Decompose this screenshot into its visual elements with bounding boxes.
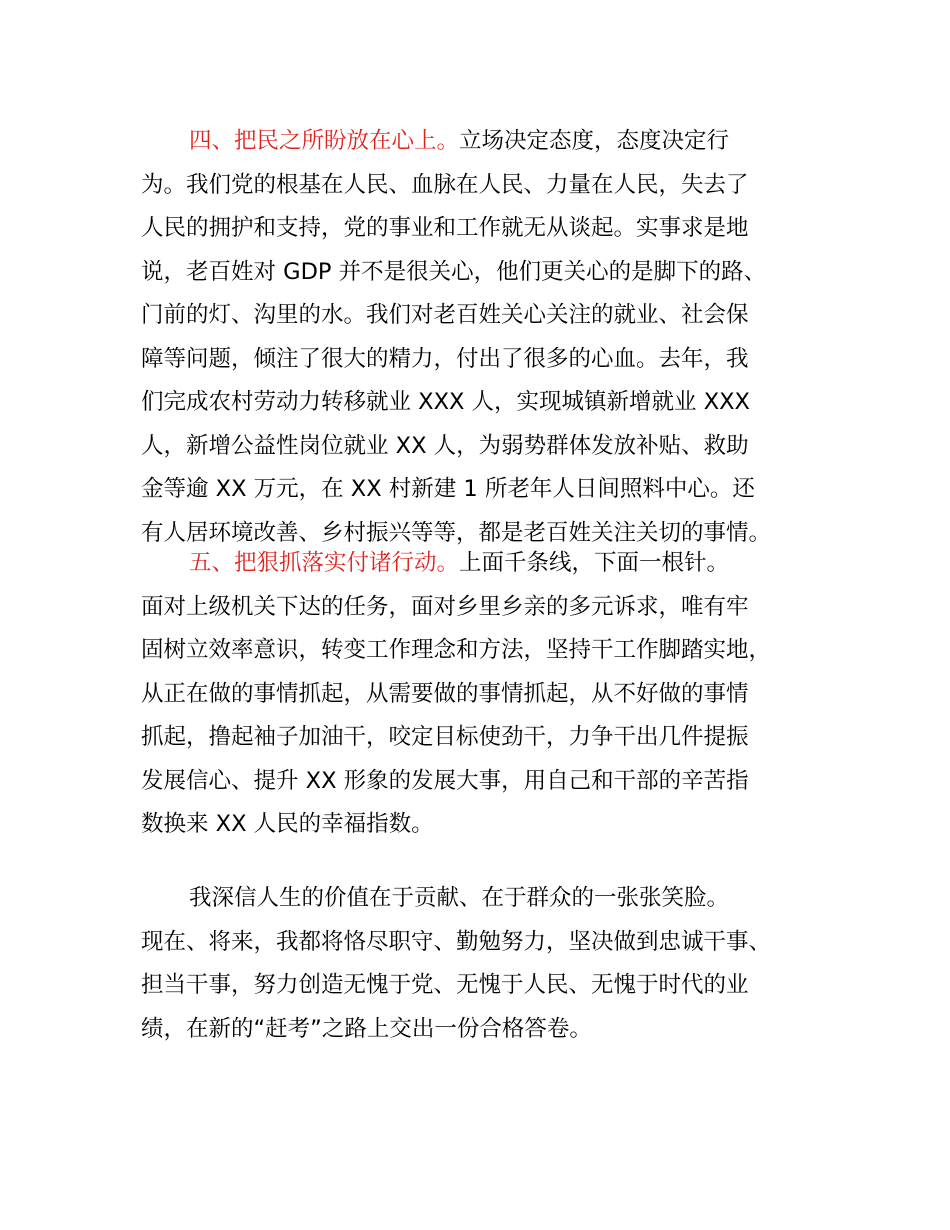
paragraph-line	[141, 542, 771, 586]
paragraph-line: 面对上级机关下达的任务，面对乡里乡亲的多元诉求，唯有牢	[141, 593, 749, 620]
paragraph-line	[141, 120, 771, 164]
paragraph-line: 人，新增公益性岗位就业 XX 人，为弱势群体发放补贴、救助	[141, 432, 749, 459]
paragraph-line: 我深信人生的价值在于贡献、在于群众的一张张笑脸。	[189, 885, 730, 911]
paragraph-line: 们完成农村劳动力转移就业 XXX 人，实现城镇新增就业 XXX	[141, 389, 750, 415]
paragraph-text: 上面千条线，下面一根针。	[459, 550, 730, 576]
paragraph-line: 门前的灯、沟里的水。我们对老百姓关心关注的就业、社会保	[141, 302, 749, 328]
paragraph-line: 金等逾 XX 万元，在 XX 村新建 1 所老年人日间照料中心。还	[141, 476, 755, 502]
paragraph-line: 从正在做的事情抓起，从需要做的事情抓起，从不好做的事情	[141, 680, 749, 707]
paragraph-take-action	[141, 542, 771, 847]
paragraph-line: 担当干事，努力创造无愧于党、无愧于人民、无愧于时代的业	[141, 972, 749, 998]
paragraph-line: 绩，在新的“赶考”之路上交出一份合格答卷。	[141, 1015, 592, 1042]
paragraph-conclusion	[141, 877, 771, 1051]
paragraph-line: 固树立效率意识，转变工作理念和方法，坚持干工作脚踏实地，	[141, 637, 772, 663]
paragraph-serve-the-people	[141, 120, 771, 555]
paragraph-text: 立场决定态度，态度决定行	[459, 128, 730, 154]
paragraph-line: 说，老百姓对 GDP 并不是很关心，他们更关心的是脚下的路、	[141, 258, 767, 285]
section-heading: 五、把狠抓落实付诸行动。	[189, 550, 460, 576]
paragraph-line: 为。我们党的根基在人民、血脉在人民、力量在人民，失去了	[141, 171, 749, 198]
paragraph-line: 有人居环境改善、乡村振兴等等，都是老百姓关注关切的事情。	[141, 519, 772, 546]
paragraph-line: 障等问题，倾注了很大的精力，付出了很多的心血。去年，我	[141, 345, 749, 372]
paragraph-line: 发展信心、提升 XX 形象的发展大事，用自己和干部的辛苦指	[141, 767, 749, 794]
paragraph-line: 抓起，撸起袖子加油干，咬定目标使劲干，力争干出几件提振	[141, 724, 749, 750]
section-heading: 四、把民之所盼放在心上。	[189, 128, 460, 154]
paragraph-line: 现在、将来，我都将恪尽职守、勤勉努力，坚决做到忠诚干事、	[141, 928, 772, 955]
paragraph-line: 数换来 XX 人民的幸福指数。	[141, 811, 434, 837]
paragraph-line: 人民的拥护和支持，党的事业和工作就无从谈起。实事求是地	[141, 215, 749, 241]
